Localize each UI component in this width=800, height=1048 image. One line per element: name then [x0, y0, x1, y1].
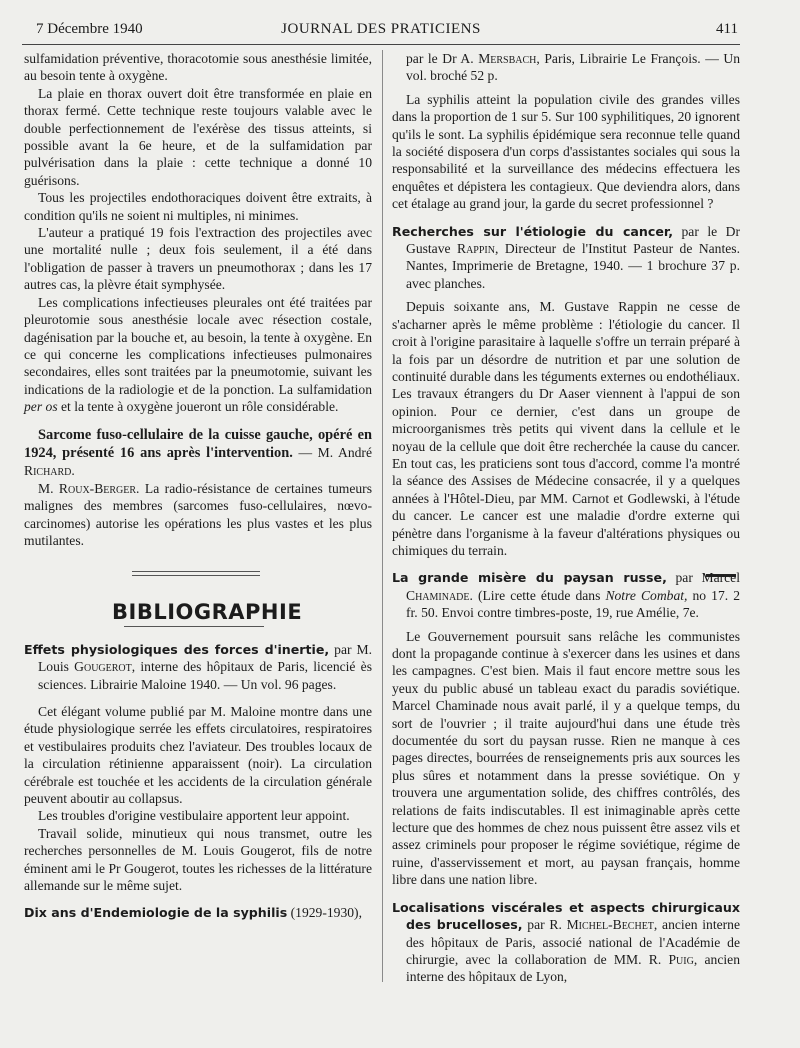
bibliography-entry: Dix ans d'Endemiologie de la syphilis (1929-1930), [24, 905, 362, 921]
paragraph: L'auteur a pratiqué 19 fois l'extraction des projectiles avec une mortalité nulle ; deux fois seulement, il a été dans l'obligation de passer à travers un pneumothorax ; dans les 17 autres cas, la plèvre était symphysée. [24, 225, 372, 293]
case-report-heading: Sarcome fuso-cellulaire de la cuisse gauche, opéré en 1924, présenté 16 ans après l'intervention. — M. André Richard. [24, 426, 372, 479]
paragraph: Depuis soixante ans, M. Gustave Rappin ne cesse de s'acharner après le même problème : l'étiologie du cancer. Il croit à l'origine parasitaire à laquelle s'offre un terrain préparé à la fois par un désordre de nutrition et par une solution de continuité durable dans les téguments externes ou endothéliaux. Les travaux étrangers du Dr Aaser viennent à l'appui de son opinion. Pour ce dernier, c'est dans un groupe de microorganismes très petits qui vivent dans la cellule et le noyau de la cellule que doit être recherchée la cause du cancer. En tout cas, les praticiens sont tous d'accord, comme l'a montré la séance des Assises de Médecine consacrée, il y a quelques années à l'Hôtel-Dieu, par MM. Carnot et Godlewski, à l'étude du cancer. Le cancer est une maladie d'ordre externe qui pénètre dans l'organisme à la faveur d'altérations physiques ou chimiques du terrain. [392, 299, 740, 558]
bibliography-entry: La grande misère du paysan russe, par Marcel Chaminade. (Lire cette étude dans Notre Combat, no 17. 2 fr. 50. Envoi contre timbres-poste, 19, rue Amélie, 7e. [392, 570, 741, 621]
section-title: BIBLIOGRAPHIE [112, 600, 303, 625]
bibliography-entry-continued: par le Dr A. Mersbach, Paris, Librairie Le François. — Un vol. broché 52 p. [406, 51, 740, 84]
paragraph: La plaie en thorax ouvert doit être transformée en plaie en thorax fermé. Cette technique reste toujours valable avec le double perfectionnement de l'exérèse des tissus atteints, si possible avant la 6e heure, et de la sulfamidation par pulvérisation dans la plaie : cette technique a donné 10 guérisons. [24, 85, 372, 188]
bibliography-entry: Recherches sur l'étiologie du cancer, par le Dr Gustave Rappin, Directeur de l'Institut Pasteur de Nantes. Nantes, Imprimerie de Bretagne, 1940. — 1 brochure 37 p. avec planches. [392, 223, 740, 291]
paragraph: Le Gouvernement poursuit sans relâche les communistes dont la propagande continue à s'exercer dans les usines et dans les campagnes. C'est bien. Mais il faut encore mettre sous les yeux du public abusé un tableau exact du paradis soviétique. Marcel Chaminade nous avait parlé, il y a quelque temps, du sort de l'ouvrier ; il traite aujourd'hui dans une étude très documentée du sort du paysan russe. Rien ne manque à ces pages directes, bourrées de renseignements pris aux sources les plus sûres et notamment dans la presse soviétique. On y trouvera une argumentation solide, des chiffres contrôlés, des relations de faits indiscutables. Il est inimaginable après cette lecture que des hommes de chez nous puissent être assez vils et assez criminels pour proposer le régime soviétique, régime de ruine, d'asservissement et mort, au paysan français, homme libre dans une nation libre. [392, 628, 740, 888]
issue-date: 7 Décembre 1940 [36, 21, 143, 37]
paragraph: Les troubles d'origine vestibulaire apportent leur appoint. [38, 808, 350, 824]
paragraph: Cet élégant volume publié par M. Maloine montre dans une étude physiologique serrée les effets circulatoires, respiratoires et vestibulaires produits chez l'aviateur. Des troubles locaux de la circulation rétinienne apparaissent (noir). La circulation cérébrale est touchée et les accidents de la circulation générale peuvent aboutir au collapsus. [24, 704, 372, 807]
paragraph: Les complications infectieuses pleurales ont été traitées par pleurotomie sous anesthésie locale avec résection costale, dagénisation par la bouche et, au besoin, la tente à oxygène. En ce qui concerne les complications infectieuses pulmonaires secondaires, elles sont traitées par la pneumotomie, suivant les indications de la radiologie et de la ponction. La sulfamidation per os et la tente à oxygène joueront un rôle considérable. [24, 294, 372, 415]
journal-title: JOURNAL DES PRATICIENS [281, 21, 481, 37]
paragraph: Travail solide, minutieux qui nous transmet, outre les recherches personnelles de M. Louis Gougerot, fils de notre éminent ami le Pr Gougerot, toutes les richesses de la littérature allemande sur le même sujet. [24, 825, 372, 894]
paragraph: Tous les projectiles endothoraciques doivent être extraits, à condition qu'ils ne soient ni multiples, ni minimes. [24, 190, 372, 223]
left-column [24, 50, 372, 922]
section-rule [132, 571, 260, 576]
paragraph: M. Roux-Berger. La radio-résistance de certaines tumeurs malignes des membres (sarcomes fuso-cellulaires, nœvo-carcinomes) autorise les opérations les plus vastes et les plus mutilantes. [24, 480, 372, 548]
paragraph: sulfamidation préventive, thoracotomie sous anesthésie limitée, au besoin tente à oxygène. [24, 51, 372, 84]
page-number: 411 [716, 21, 738, 37]
page-header [22, 18, 740, 45]
paragraph: La syphilis atteint la population civile des grandes villes dans la proportion de 1 sur 5. Sur 100 syphilitiques, 20 ignorent qu'ils le sont. La syphilis épidémique sera reconnue telle quand la société disposera d'un corps d'assistantes sociales qui sous la responsabilité et la surveillance des médecins effectuera les enquêtes et dépistera les contagieux. Que deviendra alors, dans cet étalage au grand jour, la garde du secret professionnel ? [392, 91, 740, 212]
bibliography-entry: Localisations viscérales et aspects chirurgicaux des brucelloses, par R. Michel-Bechet, ancien interne des hôpitaux de Paris, associé national de l'Académie de chirurgie, avec la collaboration de MM. R. Puig, ancien interne des hôpitaux de Lyon, [392, 899, 740, 985]
column-divider [382, 50, 383, 982]
section-rule [124, 626, 264, 627]
right-column [392, 50, 740, 986]
bibliography-entry: Effets physiologiques des forces d'inertie, par M. Louis Gougerot, interne des hôpitaux de Paris, licencié ès sciences. Librairie Maloine 1940. — Un vol. 96 pages. [24, 641, 372, 692]
